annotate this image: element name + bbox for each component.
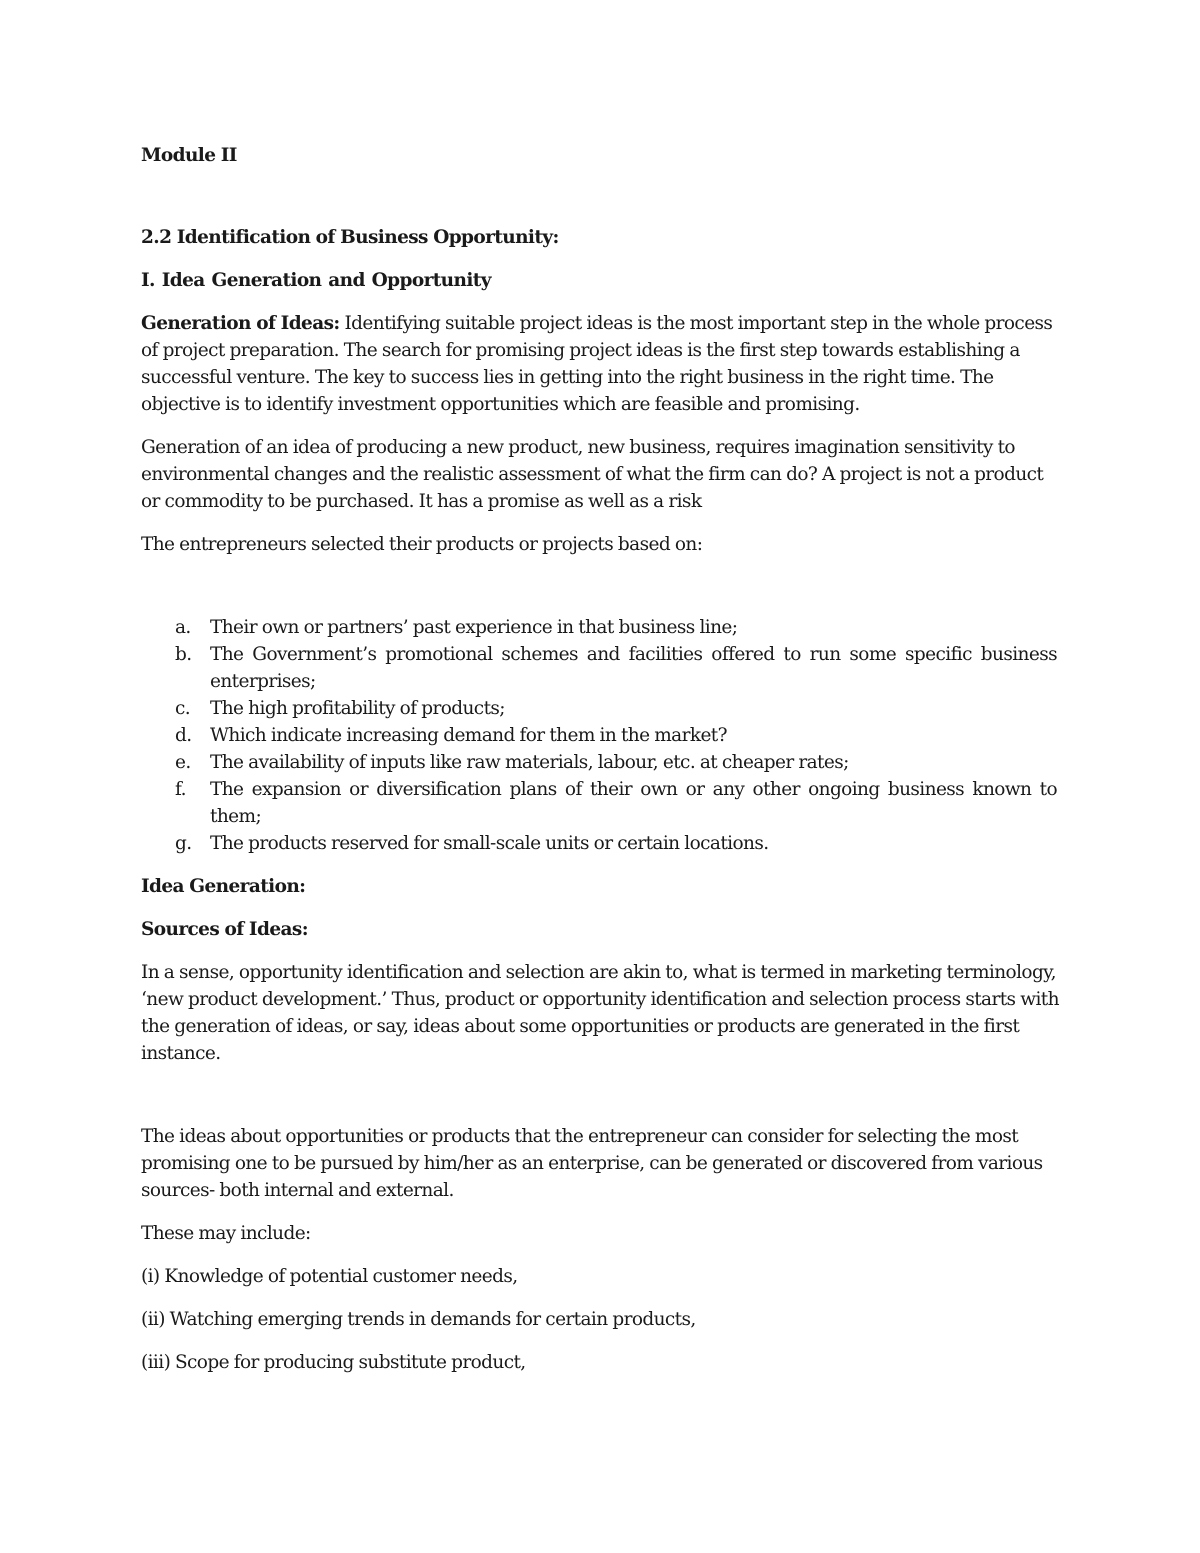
paragraph-generation-of-ideas (141, 310, 1061, 418)
section-title: 2.2 Identification of Business Opportunity: (141, 227, 559, 248)
list-item-text: The products reserved for small-scale units or certain locations. (210, 833, 769, 854)
paragraph-idea-production: Generation of an idea of producing a new product, new business, requires imagination sensitivity to environmental changes and the realistic assessment of what the firm can do? A project is not a product or commodity to be purchased. It has a promise as well as a risk (141, 437, 1044, 512)
paragraph-lead: Generation of Ideas: (141, 313, 340, 334)
module-title: Module II (141, 145, 237, 166)
list-item (141, 641, 1061, 695)
list-item-text: The Government’s promotional schemes and facilities offered to run some specific business enterprises; (210, 644, 1057, 692)
paragraph-body: Identifying suitable project ideas is the most important step in the whole process of project preparation. The search for promising project ideas is the first step towards establishing a successful venture. The key to success lies in getting into the right business in the right time. The objective is to identify investment opportunities which are feasible and promising. (141, 313, 1053, 415)
paragraph-entrepreneurs-selection: The entrepreneurs selected their products or projects based on: (141, 534, 703, 555)
paragraph-source-iii: (iii) Scope for producing substitute product, (141, 1352, 526, 1373)
list-marker: d. (175, 725, 192, 746)
list-marker: c. (175, 698, 191, 719)
list-item (141, 749, 1061, 776)
paragraph-source-i: (i) Knowledge of potential customer needs, (141, 1266, 518, 1287)
heading-idea-generation: Idea Generation: (141, 876, 306, 897)
list-item (141, 614, 1061, 641)
list-marker: g. (175, 833, 192, 854)
page-content (141, 142, 1061, 1376)
list-item-text: Which indicate increasing demand for them in the market? (210, 725, 727, 746)
list-item (141, 695, 1061, 722)
list-item-text: The high profitability of products; (210, 698, 505, 719)
list-item-text: The availability of inputs like raw materials, labour, etc. at cheaper rates; (210, 752, 849, 773)
list-marker: e. (175, 752, 191, 773)
selection-criteria-list (141, 614, 1061, 857)
list-item (141, 722, 1061, 749)
paragraph-these-may-include: These may include: (141, 1223, 311, 1244)
paragraph-opportunity-identification: In a sense, opportunity identification and selection are akin to, what is termed in marketing terminology, ‘new product development.’ Thus, product or opportunity identification and selection process starts with the generation of ideas, or say, ideas about some opportunities or products are generated in the first instance. (141, 962, 1059, 1064)
list-marker: b. (175, 644, 192, 665)
paragraph-ideas-sources: The ideas about opportunities or products that the entrepreneur can consider for selecting the most promising one to be pursued by him/her as an enterprise, can be generated or discovered from various sources- both internal and external. (141, 1126, 1043, 1201)
heading-sources-of-ideas: Sources of Ideas: (141, 919, 308, 940)
list-item-text: The expansion or diversification plans of their own or any other ongoing business known to them; (210, 779, 1057, 827)
list-item-text: Their own or partners’ past experience in that business line; (210, 617, 738, 638)
list-item (141, 830, 1061, 857)
list-item (141, 776, 1061, 830)
list-marker: f. (175, 779, 186, 800)
subsection-title: I. Idea Generation and Opportunity (141, 270, 491, 291)
paragraph-source-ii: (ii) Watching emerging trends in demands for certain products, (141, 1309, 696, 1330)
list-marker: a. (175, 617, 191, 638)
